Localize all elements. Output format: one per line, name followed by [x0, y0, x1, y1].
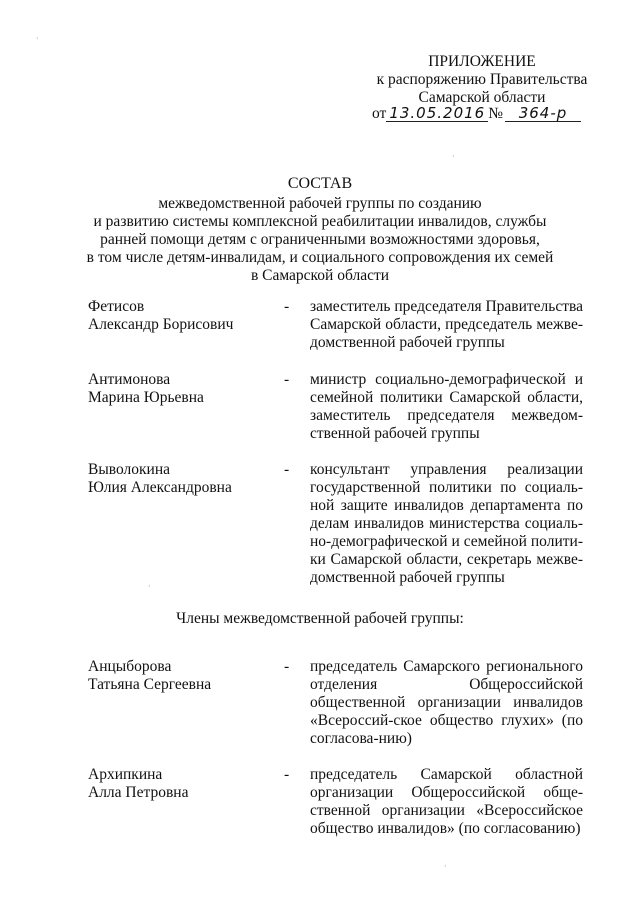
person-role: председатель Самарского регионального отделения Общероссийской общественной организации инвалидов «Всероссий-ское общество глухих» (по согласова-нию): [310, 658, 583, 747]
person-surname: Антимонова: [88, 371, 171, 388]
person-given-names: Юлия Александровна: [88, 479, 232, 496]
appendix-title: ПРИЛОЖЕНИЕ: [428, 53, 536, 70]
person-surname: Выволокина: [88, 461, 170, 478]
person-surname: Фетисов: [88, 298, 145, 315]
title-heading: СОСТАВ: [287, 175, 353, 192]
title-line: ранней помощи детям с ограниченными возможностями здоровья,: [100, 231, 540, 248]
person-given-names: Алла Петровна: [88, 784, 189, 801]
person-name: [88, 298, 278, 334]
person-name: [88, 766, 278, 802]
entry-dash: -: [284, 298, 290, 315]
person-name: [88, 658, 278, 694]
scan-speck: ·: [148, 582, 151, 591]
person-role: министр социально-демографической и семейной политики Самарской области, заместитель председателя межведом-ственной рабочей группы: [310, 371, 583, 442]
handwritten-date: 13.05.2016: [386, 105, 488, 122]
person-surname: Архипкина: [88, 766, 163, 783]
entry-dash: -: [284, 371, 290, 388]
person-name: [88, 461, 278, 497]
title-line: в том числе детям-инвалидам, и социального сопровождения их семей: [86, 249, 554, 266]
scan-speck: ·: [452, 152, 455, 161]
document-title: [60, 175, 580, 285]
members-heading: Члены межведомственной рабочей группы:: [176, 610, 464, 627]
person-role: консультант управления реализации государственной политики по социаль-ной защите инвалидов департамента по делам инвалидов министерства социаль-но-демографической и семейной полити-ки Самарской области, секретарь межве-домственной рабочей группы: [310, 461, 583, 586]
person-role: председатель Самарской областной организации Общероссийской обще-ственной организации «Всероссийское общество инвалидов» (по согласованию): [310, 766, 583, 837]
number-sign: №: [488, 105, 504, 122]
entry-dash: -: [284, 766, 290, 783]
title-line: и развитию системы комплексной реабилитации инвалидов, службы: [93, 213, 547, 230]
appendix-block: [372, 53, 592, 107]
scan-speck: ·: [36, 34, 39, 43]
scan-speck: ·: [444, 862, 447, 871]
person-given-names: Татьяна Сергеевна: [88, 676, 212, 693]
person-given-names: Александр Борисович: [88, 316, 234, 333]
entry-dash: -: [284, 658, 290, 675]
title-line: в Самарской области: [250, 267, 390, 284]
appendix-line-1: к распоряжению Правительства: [376, 71, 588, 88]
handwritten-number: 364-р: [505, 105, 581, 122]
person-name: [88, 371, 278, 407]
person-role: заместитель председателя Правительства Самарской области, председатель межве-домственной рабочей группы: [310, 298, 584, 351]
date-prefix: от: [372, 105, 387, 122]
person-surname: Анцыборова: [88, 658, 172, 675]
person-given-names: Марина Юрьевна: [88, 389, 204, 406]
title-line: межведомственной рабочей группы по созданию: [158, 195, 482, 212]
date-number-line: [372, 105, 592, 123]
appendix-line-2: Самарской области: [418, 89, 546, 106]
entry-dash: -: [284, 461, 290, 478]
